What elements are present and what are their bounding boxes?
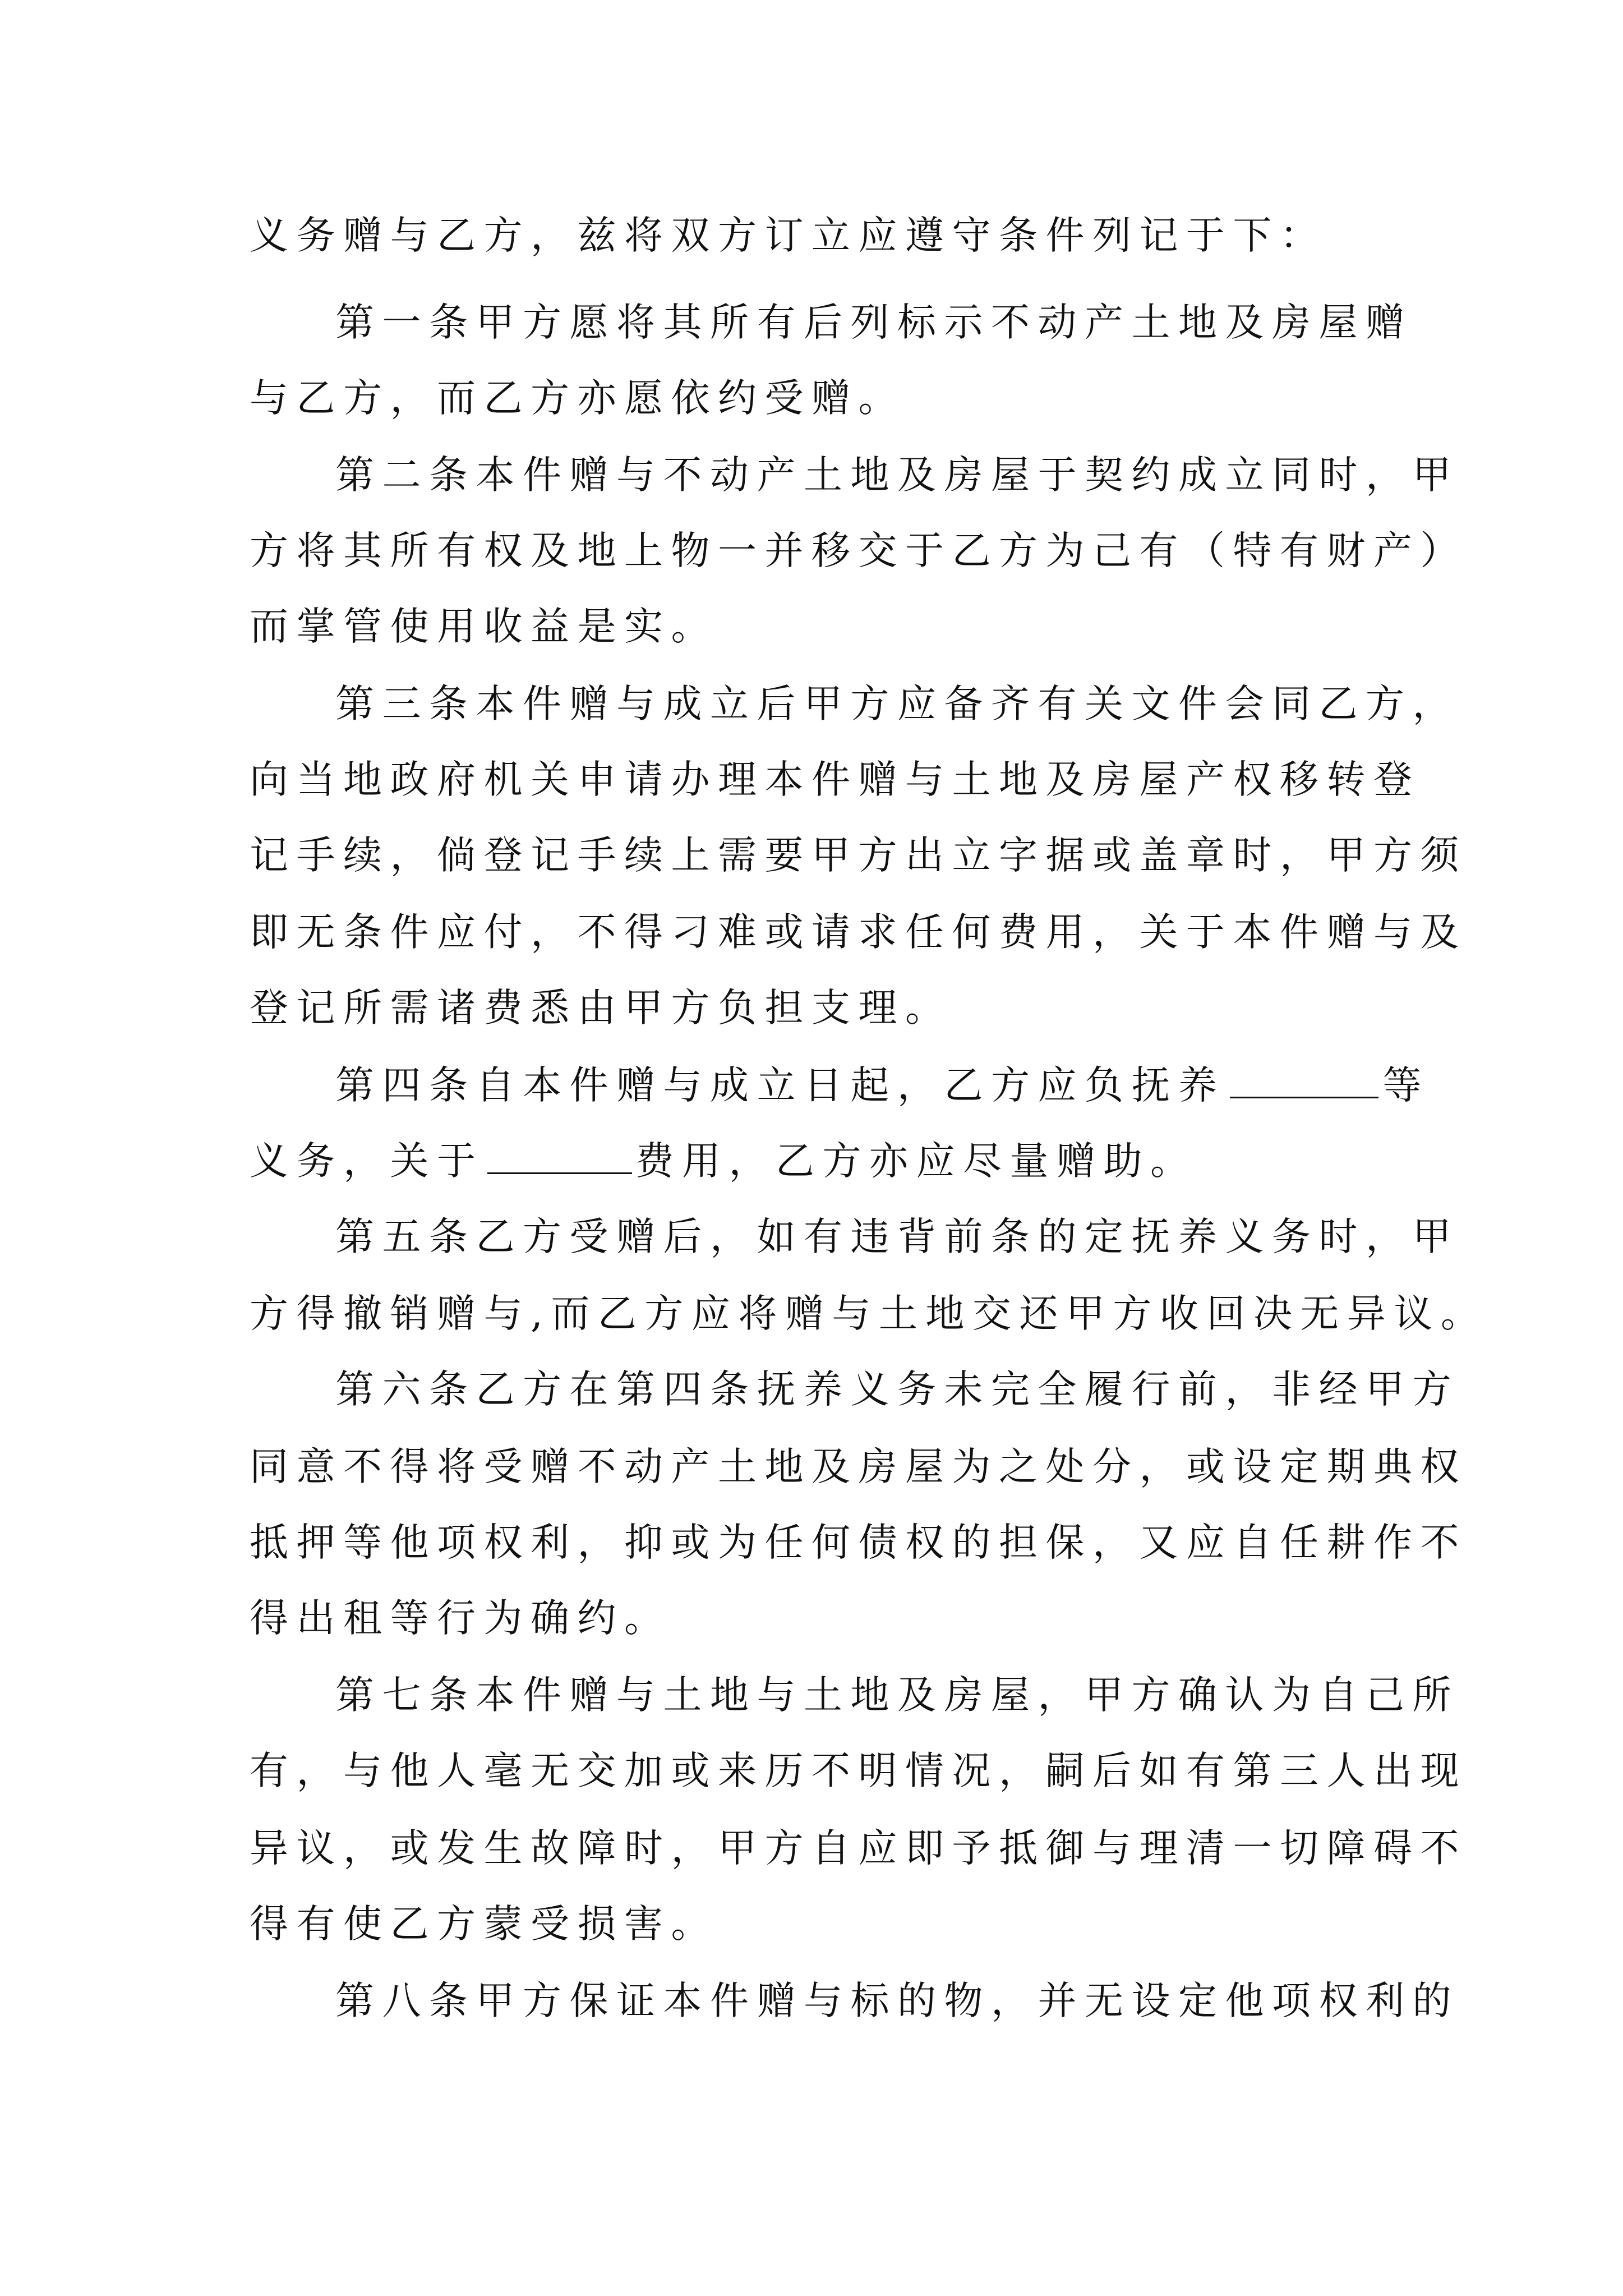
- text-line: 登记所需诸费悉由甲方负担支理。: [250, 986, 952, 1030]
- text-line: 有，与他人毫无交加或来历不明情况，嗣后如有第三人出现: [250, 1749, 1467, 1793]
- article-7-line: 第七条本件赠与土地与土地及房屋，甲方确认为自己所: [335, 1673, 1459, 1718]
- text-line: 同意不得将受赠不动产土地及房屋为之处分，或设定期典权: [250, 1444, 1467, 1489]
- text-line: 得出租等行为确约。: [250, 1596, 671, 1641]
- text-line: 记手续，倘登记手续上需要甲方出立字据或盖章时，甲方须: [250, 833, 1467, 878]
- text-line: 与乙方，而乙方亦愿依约受赠。: [250, 376, 905, 421]
- text-line: 义务赠与乙方，兹将双方订立应遵守条件列记于下：: [250, 213, 1327, 258]
- article-2-line: 第二条本件赠与不动产土地及房屋于契约成立同时，甲: [335, 453, 1459, 498]
- text-line: 方将其所有权及地上物一并移交于乙方为己有（特有财产）: [250, 528, 1467, 573]
- article-5-line: 第五条乙方受赠后，如有违背前条的定抚养义务时，甲: [335, 1214, 1459, 1259]
- text-line: 方得撤销赠与,而乙方应将赠与土地交还甲方收回决无异议。: [250, 1291, 1488, 1336]
- article-1-line: 第一条甲方愿将其所有后列标示不动产土地及房屋赠: [335, 300, 1413, 345]
- text-line: 即无条件应付，不得刁难或请求任何费用，关于本件赠与及: [250, 910, 1467, 955]
- blank-fill-line: [1230, 1057, 1378, 1098]
- article-6-line: 第六条乙方在第四条抚养义务未完全履行前，非经甲方: [335, 1367, 1459, 1412]
- article-8-line: 第八条甲方保证本件赠与标的物，并无设定他项权利的: [335, 1978, 1459, 2023]
- article-3-line: 第三条本件赠与成立后甲方应备齐有关文件会同乙方，: [335, 682, 1459, 726]
- article-4-text-end: 等: [1382, 1063, 1430, 1108]
- text-segment: 费用，乙方亦应尽量赠助。: [635, 1139, 1197, 1184]
- text-segment: 义务，关于: [250, 1139, 484, 1184]
- text-line: 向当地政府机关申请办理本件赠与土地及房屋产权移转登: [250, 757, 1421, 802]
- text-line: 而掌管使用收益是实。: [250, 604, 718, 649]
- text-line: 异议，或发生故障时，甲方自应即予抵御与理清一切障碍不: [250, 1826, 1467, 1871]
- text-line: 抵押等他项权利，抑或为任何债权的担保，又应自任耕作不: [250, 1520, 1467, 1565]
- text-line: 得有使乙方蒙受损害。: [250, 1902, 718, 1947]
- article-4-text: 第四条自本件赠与成立日起，乙方应负抚养: [335, 1063, 1225, 1108]
- article-4-line: [335, 1055, 1430, 1116]
- text-line: [250, 1130, 1197, 1192]
- blank-fill-line: [487, 1133, 632, 1174]
